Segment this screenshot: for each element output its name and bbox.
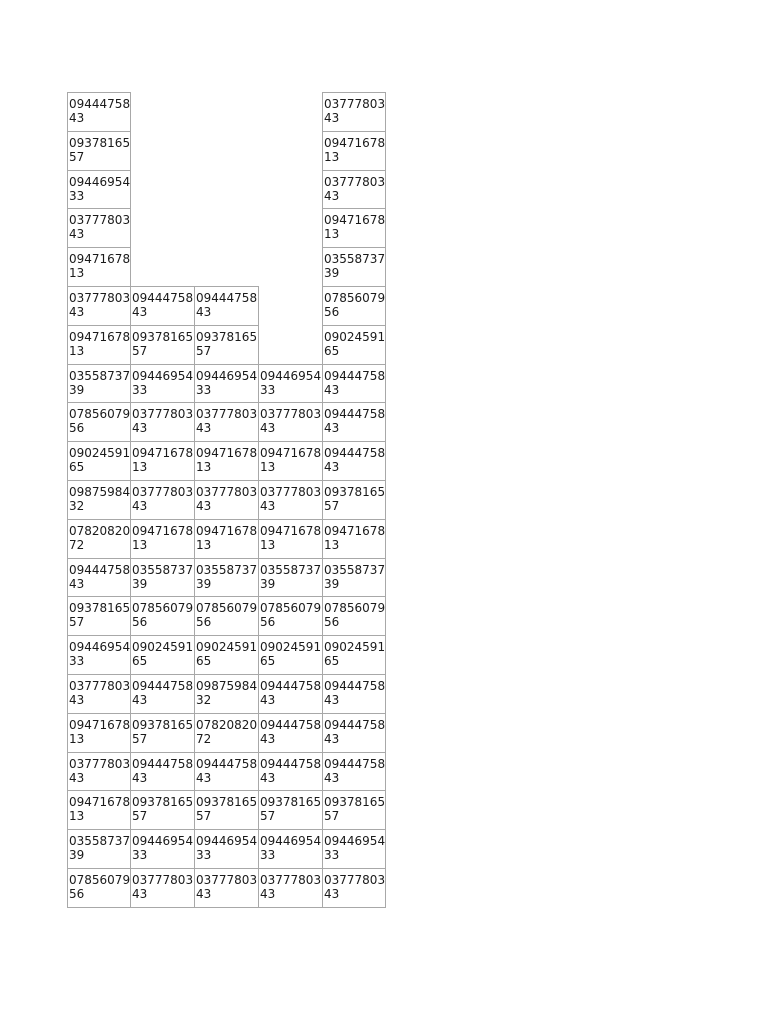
table-cell: 03777803 43 — [194, 480, 259, 520]
table-cell: 09444758 43 — [67, 92, 131, 132]
table-cell: 09444758 43 — [322, 364, 386, 404]
table-cell: 09446954 33 — [258, 364, 323, 404]
table-cell: 07856079 56 — [322, 596, 386, 636]
table-cell: 09444758 43 — [322, 752, 386, 792]
table-cell: 09446954 33 — [194, 364, 259, 404]
table-cell: 03777803 43 — [194, 402, 259, 442]
table-cell: 09471678 13 — [258, 519, 323, 559]
table-cell: 03558737 39 — [322, 247, 386, 287]
table-cell: 09024591 65 — [130, 635, 195, 675]
table-cell: 09024591 65 — [67, 441, 131, 481]
table-cell: 09875984 32 — [194, 674, 259, 714]
table-cell: 09378165 57 — [67, 596, 131, 636]
phone-number-table — [67, 92, 386, 908]
table-cell: 09024591 65 — [322, 325, 386, 365]
table-cell: 03777803 43 — [130, 868, 195, 908]
table-cell: 09875984 32 — [67, 480, 131, 520]
table-cell: 03777803 43 — [258, 868, 323, 908]
table-cell: 03558737 39 — [194, 558, 259, 598]
table-cell: 03777803 43 — [67, 674, 131, 714]
table-cell: 03558737 39 — [130, 558, 195, 598]
table-cell: 09471678 13 — [67, 713, 131, 753]
table-cell: 09444758 43 — [322, 441, 386, 481]
table-cell: 09444758 43 — [130, 286, 195, 326]
table-cell: 03777803 43 — [322, 868, 386, 908]
table-cell: 03558737 39 — [322, 558, 386, 598]
table-cell: 09471678 13 — [194, 441, 259, 481]
table-cell: 07820820 72 — [67, 519, 131, 559]
table-cell: 09471678 13 — [130, 519, 195, 559]
table-cell: 09471678 13 — [322, 519, 386, 559]
table-cell: 09378165 57 — [130, 713, 195, 753]
table-cell: 09471678 13 — [194, 519, 259, 559]
table-cell: 03777803 43 — [258, 402, 323, 442]
table-cell: 09471678 13 — [130, 441, 195, 481]
table-cell: 03777803 43 — [130, 480, 195, 520]
table-cell: 07820820 72 — [194, 713, 259, 753]
table-cell: 09471678 13 — [322, 208, 386, 248]
table-cell: 09446954 33 — [194, 829, 259, 869]
table-cell: 03558737 39 — [67, 364, 131, 404]
table-cell: 03777803 43 — [194, 868, 259, 908]
table-cell: 09471678 13 — [67, 325, 131, 365]
table-cell: 03777803 43 — [322, 170, 386, 210]
table-cell: 09471678 13 — [322, 131, 386, 171]
table-cell: 09378165 57 — [322, 790, 386, 830]
table-cell: 09446954 33 — [130, 364, 195, 404]
table-cell: 09444758 43 — [130, 674, 195, 714]
table-cell: 09378165 57 — [322, 480, 386, 520]
table-cell: 09444758 43 — [258, 674, 323, 714]
table-cell: 09446954 33 — [258, 829, 323, 869]
table-cell: 09444758 43 — [194, 752, 259, 792]
table-cell: 09378165 57 — [67, 131, 131, 171]
table-cell: 09446954 33 — [67, 170, 131, 210]
table-cell: 09446954 33 — [130, 829, 195, 869]
table-cell: 03777803 43 — [130, 402, 195, 442]
table-cell: 07856079 56 — [322, 286, 386, 326]
table-cell: 03777803 43 — [322, 92, 386, 132]
table-cell: 09378165 57 — [130, 325, 195, 365]
table-cell: 09378165 57 — [194, 790, 259, 830]
table-cell: 07856079 56 — [67, 402, 131, 442]
table-cell: 09444758 43 — [258, 713, 323, 753]
table-cell: 09444758 43 — [258, 752, 323, 792]
table-cell: 07856079 56 — [67, 868, 131, 908]
table-cell: 09471678 13 — [258, 441, 323, 481]
table-cell: 09378165 57 — [130, 790, 195, 830]
table-cell: 03777803 43 — [258, 480, 323, 520]
table-cell: 09444758 43 — [322, 402, 386, 442]
table-cell: 07856079 56 — [194, 596, 259, 636]
table-cell: 09471678 13 — [67, 790, 131, 830]
table-cell: 09444758 43 — [322, 674, 386, 714]
table-cell: 03777803 43 — [67, 752, 131, 792]
table-cell: 07856079 56 — [130, 596, 195, 636]
table-cell: 09446954 33 — [322, 829, 386, 869]
table-cell: 09446954 33 — [67, 635, 131, 675]
table-cell: 09444758 43 — [194, 286, 259, 326]
table-cell: 07856079 56 — [258, 596, 323, 636]
table-cell: 03777803 43 — [67, 208, 131, 248]
table-cell: 09024591 65 — [194, 635, 259, 675]
table-cell: 03558737 39 — [67, 829, 131, 869]
table-cell: 09024591 65 — [322, 635, 386, 675]
table-cell: 09378165 57 — [194, 325, 259, 365]
table-cell: 09378165 57 — [258, 790, 323, 830]
table-cell: 03777803 43 — [67, 286, 131, 326]
table-cell: 09444758 43 — [322, 713, 386, 753]
table-cell: 09444758 43 — [130, 752, 195, 792]
table-cell: 03558737 39 — [258, 558, 323, 598]
table-cell: 09471678 13 — [67, 247, 131, 287]
table-cell: 09444758 43 — [67, 558, 131, 598]
table-cell: 09024591 65 — [258, 635, 323, 675]
